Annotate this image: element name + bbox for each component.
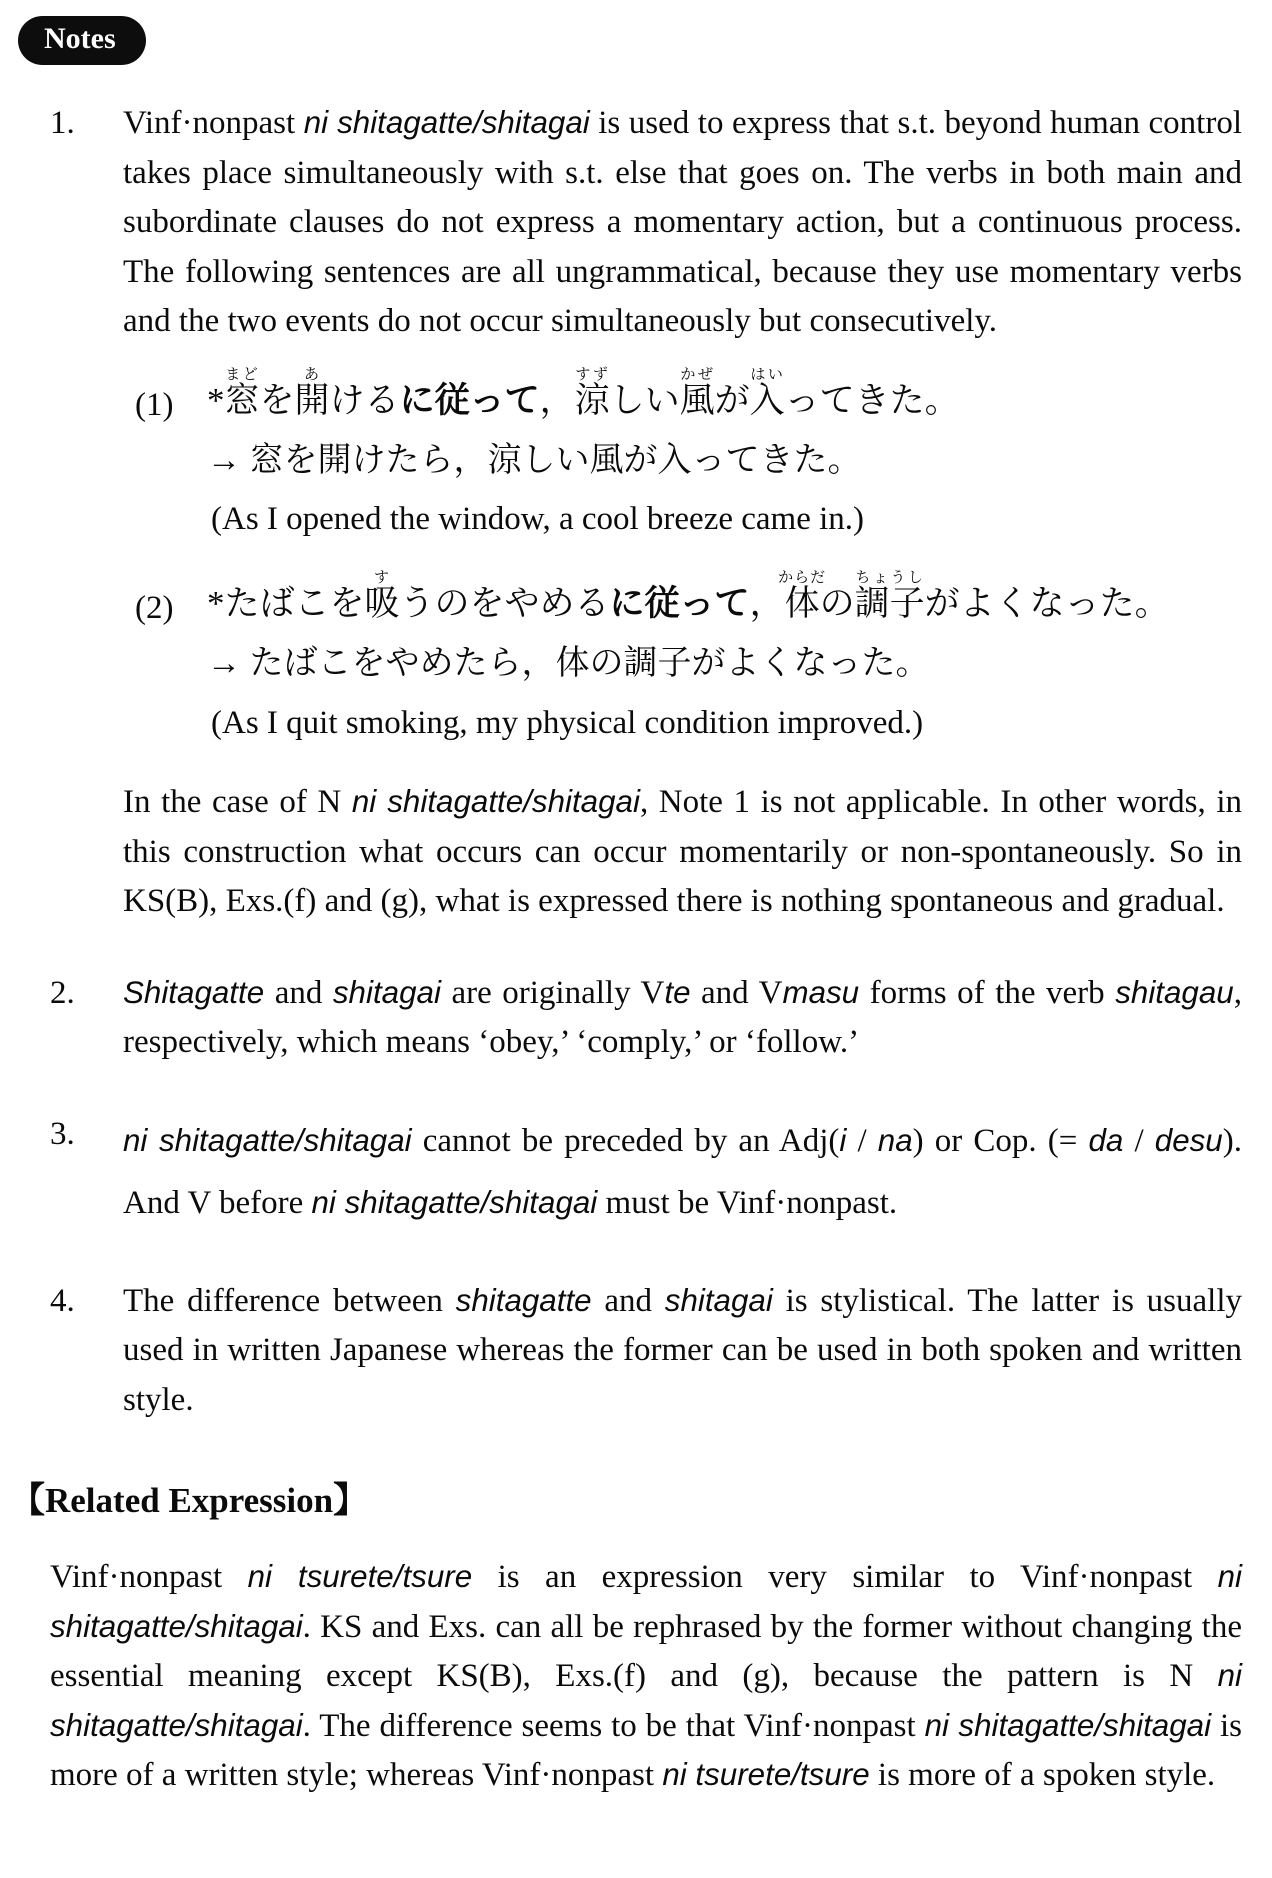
note-item-3: [50, 1110, 1242, 1235]
note-number: 3.: [50, 1115, 75, 1152]
note-content: [123, 99, 1242, 927]
example-corrected-sentence: → たばこをやめたら，体の調子がよくなった。: [207, 645, 930, 683]
example-content: [207, 367, 1242, 543]
example-japanese-sentence: *窓まどを開あけるに従って，涼すずしい風かぜが入はいってきた。: [207, 366, 960, 420]
note-content: [123, 969, 1242, 1068]
example-label: (1): [135, 386, 174, 423]
example-translation: (As I quit smoking, my physical condition improved.): [211, 704, 924, 741]
example-translation: (As I opened the window, a cool breeze came in.): [211, 501, 865, 538]
note-3-paragraph: ni shitagatte/shitagai cannot be preceded by an Adj(i / na) or Cop. (= da / desu). And V before ni shitagatte/shitagai must be Vinf·nonpast.: [123, 1122, 1242, 1222]
example-label: (2): [135, 590, 174, 627]
example-content: [207, 570, 1242, 746]
note-number: 2.: [50, 974, 75, 1011]
note-item-4: [50, 1277, 1242, 1426]
example-japanese-sentence: *たばこを吸すうのをやめるに従って，体からだの調子ちょうしがよくなった。: [207, 570, 1170, 624]
note-1-paragraph: Vinf·nonpast ni shitagatte/shitagai is used to express that s.t. beyond human control takes place simultaneously with s.t. else that goes on. The verbs in both main and subordinate clauses do not express a momentary action, but a continuous process. The following sentences are all ungrammatical, because they use momentary verbs and the two events do not occur simultaneously but consecutively.: [123, 105, 1242, 339]
note-item-1: [50, 99, 1242, 927]
note-content: [123, 1110, 1242, 1235]
note-item-2: [50, 969, 1242, 1068]
note-content: [123, 1277, 1242, 1426]
note-number: 4.: [50, 1282, 75, 1319]
note-number: 1.: [50, 105, 75, 141]
notes-section-badge: Notes: [18, 16, 146, 65]
example-1: [123, 367, 1242, 543]
related-expression-header: 【Related Expression】: [10, 1481, 369, 1521]
related-expression-paragraph: Vinf·nonpast ni tsurete/tsure is an expression very similar to Vinf·nonpast ni shitagatte/shitagai. KS and Exs. can all be rephrased by the former without changing the essential meaning except KS(B), Exs.(f) and (g), because the pattern is N ni shitagatte/shitagai. The difference seems to be that Vinf·nonpast ni shitagatte/shitagai is more of a written style; whereas Vinf·nonpast ni tsurete/tsure is more of a spoken style.: [50, 1559, 1242, 1794]
example-corrected-sentence: → 窓を開けたら，涼しい風が入ってきた。: [207, 441, 862, 479]
note-1-followup-paragraph: In the case of N ni shitagatte/shitagai, Note 1 is not applicable. In other words, in this construction what occurs can occur momentarily or non-spontaneously. So in KS(B), Exs.(f) and (g), what is expressed there is nothing spontaneous and gradual.: [123, 784, 1242, 920]
example-2: [123, 570, 1242, 746]
note-4-paragraph: The difference between shitagatte and shitagai is stylistical. The latter is usually used in written Japanese whereas the former can be used in both spoken and written style.: [123, 1282, 1242, 1418]
note-1-examples: [123, 367, 1242, 747]
note-2-paragraph: Shitagatte and shitagai are originally Vte and Vmasu forms of the verb shitagau, respectively, which means ‘obey,’ ‘comply,’ or ‘follow.’: [123, 974, 1242, 1061]
